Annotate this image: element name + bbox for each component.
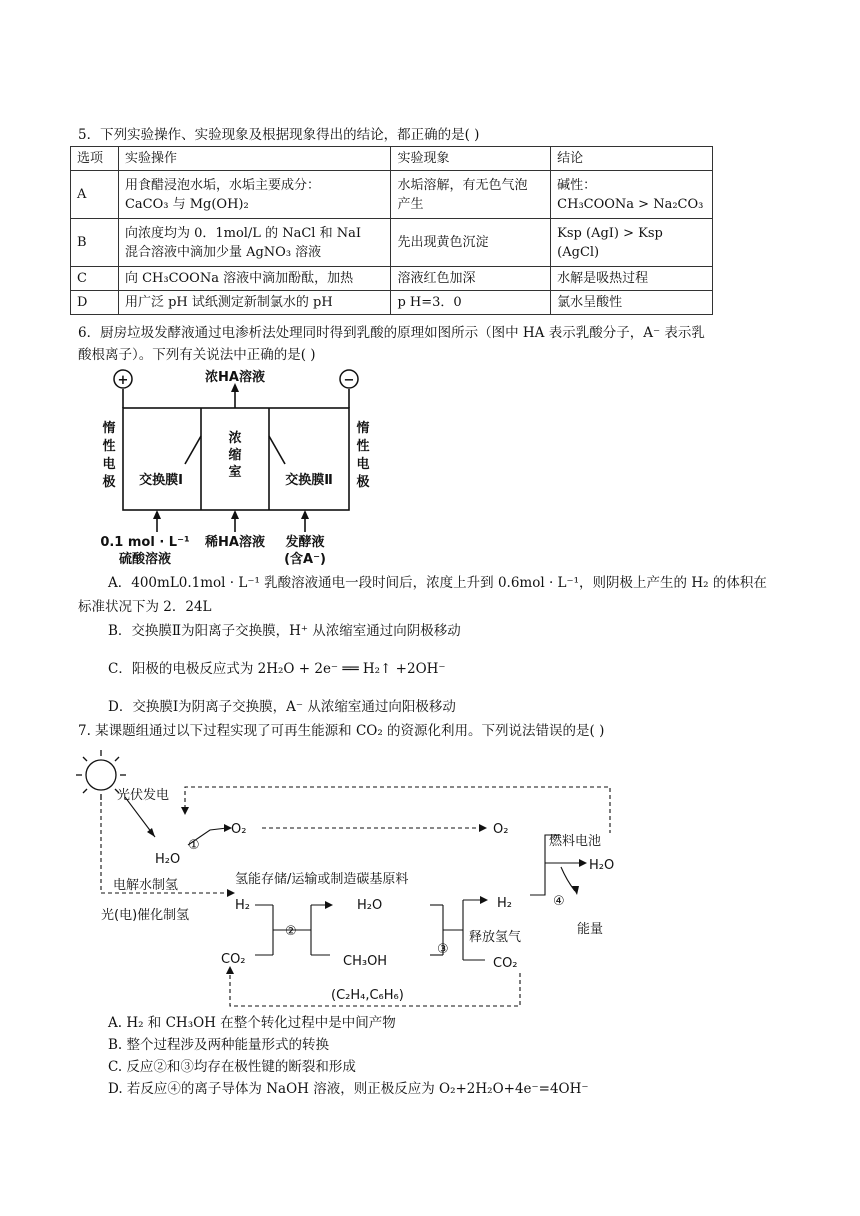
table-row bbox=[71, 219, 713, 267]
bottom-right-label: 发酵液 bbox=[285, 535, 325, 550]
cell-line: 向浓度均为 0．1mol/L 的 NaCl 和 NaI bbox=[124, 225, 361, 241]
step-3: ③ bbox=[437, 942, 449, 957]
q7-option-a: A. H₂ 和 CH₃OH 在整个转化过程中是中间产物 bbox=[108, 1015, 396, 1031]
q7-option-b: B. 整个过程涉及两种能量形式的转换 bbox=[108, 1037, 330, 1053]
release-label: 释放氢气 bbox=[469, 930, 522, 945]
q5-table bbox=[70, 146, 713, 315]
bottom-mid-label: 稀HA溶液 bbox=[205, 535, 265, 550]
table-header: 实验操作 bbox=[118, 147, 391, 171]
table-cell bbox=[551, 171, 713, 219]
q6-option-b: B．交换膜Ⅱ为阳离子交换膜，H⁺ 从浓缩室通过向阴极移动 bbox=[108, 623, 461, 639]
chamber-char: 室 bbox=[228, 465, 242, 480]
table-cell: 用广泛 pH 试纸测定新制氯水的 pH bbox=[118, 291, 391, 315]
table-row bbox=[71, 171, 713, 219]
step-2: ② bbox=[285, 924, 297, 939]
chamber-char: 缩 bbox=[228, 448, 242, 463]
bottom-left-label: 0.1 mol · L⁻¹ bbox=[100, 535, 190, 550]
right-electrode-char: 性 bbox=[356, 439, 370, 454]
table-row bbox=[71, 291, 713, 315]
table-cell: B bbox=[71, 219, 119, 267]
plus-sign: + bbox=[117, 373, 129, 388]
right-electrode-char: 极 bbox=[356, 475, 370, 490]
electrolysis-label: 电解水制氢 bbox=[113, 878, 179, 893]
q6-option-a-line1: A．400mL0.1mol · L⁻¹ 乳酸溶液通电一段时间后，浓度上升到 0.6mol · L⁻¹，则阴极上产生的 H₂ 的体积在 bbox=[108, 575, 767, 591]
h2o-left: H₂O bbox=[155, 852, 181, 867]
left-electrode-char: 极 bbox=[102, 475, 116, 490]
energy-label: 能量 bbox=[577, 922, 604, 937]
chamber-char: 浓 bbox=[228, 431, 242, 446]
table-cell: D bbox=[71, 291, 119, 315]
hydrogen-cycle-diagram bbox=[75, 745, 635, 1013]
right-electrode-char: 电 bbox=[356, 457, 370, 472]
photocatalysis-label: 光(电)催化制氢 bbox=[101, 908, 190, 923]
left-electrode-char: 惰 bbox=[102, 421, 116, 436]
step-1: ① bbox=[188, 838, 200, 853]
q7-option-d: D. 若反应④的离子导体为 NaOH 溶液，则正极反应为 O₂+2H₂O+4e⁻=4OH⁻ bbox=[108, 1081, 589, 1097]
q6-option-c: C．阳极的电极反应式为 2H₂O + 2e⁻ ══ H₂↑ +2OH⁻ bbox=[108, 661, 446, 677]
table-cell: 先出现黄色沉淀 bbox=[391, 219, 551, 267]
table-cell: A bbox=[71, 171, 119, 219]
table-cell: 氯水呈酸性 bbox=[551, 291, 713, 315]
q6-option-a-line2: 标准状况下为 2．24L bbox=[78, 599, 212, 615]
q6-stem-line1: 6．厨房垃圾发酵液通过电渗析法处理同时得到乳酸的原理如图所示（图中 HA 表示乳酸分子，A⁻ 表示乳 bbox=[78, 325, 705, 341]
membrane1-label: 交换膜Ⅰ bbox=[139, 473, 183, 488]
table-cell: Ksp (AgI) > Ksp (AgCl) bbox=[551, 219, 713, 267]
h2o-mid: H₂O bbox=[357, 898, 383, 913]
table-cell: p H=3．0 bbox=[391, 291, 551, 315]
left-electrode-char: 性 bbox=[102, 439, 116, 454]
q6-option-d: D．交换膜Ⅰ为阴离子交换膜，A⁻ 从浓缩室通过向阳极移动 bbox=[108, 699, 456, 715]
table-header-row bbox=[71, 147, 713, 171]
table-cell bbox=[118, 219, 391, 267]
h2-right: H₂ bbox=[497, 896, 512, 911]
cell-line: 混合溶液中滴加少量 AgNO₃ 溶液 bbox=[124, 244, 322, 260]
cell-line: 用食醋浸泡水垢，水垢主要成分： bbox=[124, 177, 320, 193]
membrane2-label: 交换膜Ⅱ bbox=[285, 473, 333, 488]
q5-stem: 5．下列实验操作、实验现象及根据现象得出的结论，都正确的是( ) bbox=[78, 127, 480, 143]
byproducts: (C₂H₄,C₆H₆) bbox=[331, 988, 404, 1003]
co2-left: CO₂ bbox=[221, 952, 246, 967]
bottom-left-label: 硫酸溶液 bbox=[118, 552, 172, 567]
table-row bbox=[71, 267, 713, 291]
q7-stem: 7. 某课题组通过以下过程实现了可再生能源和 CO₂ 的资源化利用。下列说法错误的是( ) bbox=[78, 723, 605, 739]
cell-line: CaCO₃ 与 Mg(OH)₂ bbox=[124, 196, 249, 212]
fuelcell-label: 燃料电池 bbox=[549, 834, 602, 849]
table-cell bbox=[118, 171, 391, 219]
cell-line: CH₃COONa > Na₂CO₃ bbox=[557, 196, 704, 212]
o2-right: O₂ bbox=[493, 822, 509, 837]
pv-label: 光伏发电 bbox=[117, 788, 170, 803]
cell-line: 产生 bbox=[397, 196, 424, 212]
q7-option-c: C. 反应②和③均存在极性键的断裂和形成 bbox=[108, 1059, 356, 1075]
table-header: 结论 bbox=[551, 147, 713, 171]
q6-stem-line2: 酸根离子）。下列有关说法中正确的是( ) bbox=[78, 347, 316, 363]
table-cell: 向 CH₃COONa 溶液中滴加酚酞，加热 bbox=[118, 267, 391, 291]
left-electrode-char: 电 bbox=[102, 457, 116, 472]
step-4: ④ bbox=[553, 894, 565, 909]
table-cell bbox=[391, 171, 551, 219]
table-header: 实验现象 bbox=[391, 147, 551, 171]
ch3oh: CH₃OH bbox=[343, 954, 388, 969]
o2-left: O₂ bbox=[231, 822, 247, 837]
bottom-right-label: (含A⁻) bbox=[284, 552, 326, 567]
minus-sign: − bbox=[343, 373, 355, 388]
h2-left: H₂ bbox=[235, 898, 250, 913]
h2o-right: H₂O bbox=[589, 858, 615, 873]
cell-line: 碱性： bbox=[557, 177, 597, 193]
storage-label: 氢能存储/运输或制造碳基原料 bbox=[235, 872, 409, 887]
table-header: 选项 bbox=[71, 147, 119, 171]
electrodialysis-diagram bbox=[95, 366, 395, 571]
table-cell: 水解是吸热过程 bbox=[551, 267, 713, 291]
top-label: 浓HA溶液 bbox=[205, 370, 265, 385]
table-cell: C bbox=[71, 267, 119, 291]
table-cell: 溶液红色加深 bbox=[391, 267, 551, 291]
co2-right: CO₂ bbox=[493, 956, 518, 971]
cell-line: 水垢溶解，有无色气泡 bbox=[397, 177, 528, 193]
right-electrode-char: 惰 bbox=[356, 421, 370, 436]
